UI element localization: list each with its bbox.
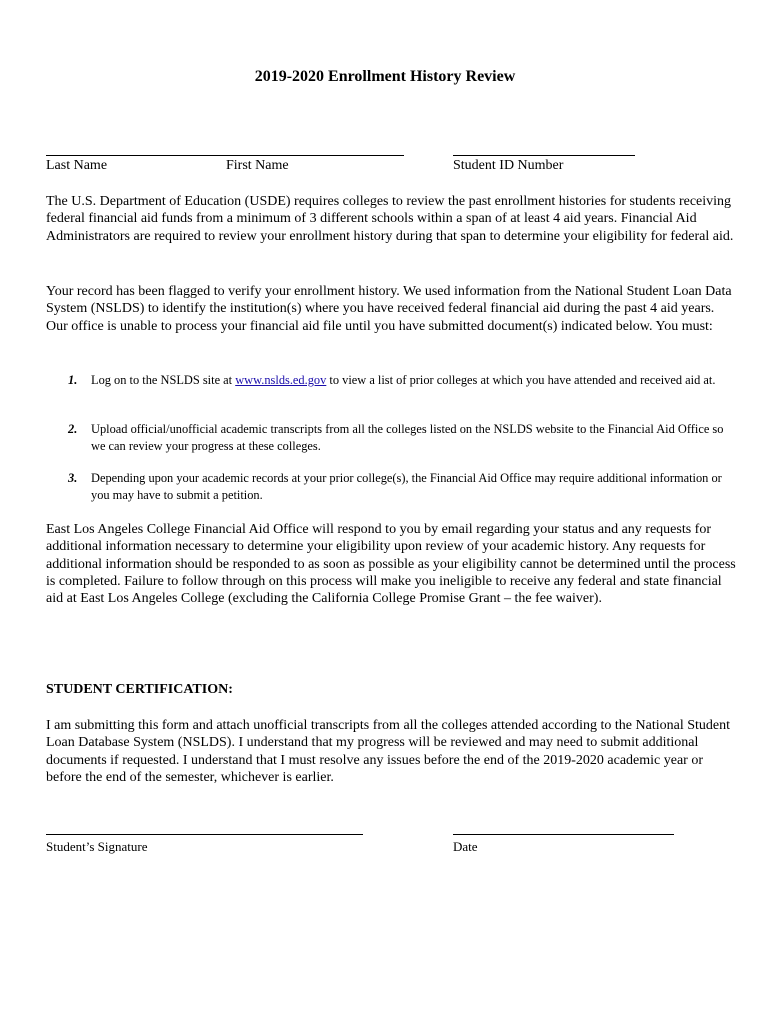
signature-field-line[interactable] (46, 834, 363, 835)
date-field-line[interactable] (453, 834, 674, 835)
response-paragraph: East Los Angeles College Financial Aid Office will respond to you by email regarding your status and any requests for additional information necessary to determine your eligibility upon review of your academic history. Any requests for additional information should be responded to as soon as possible as your eligibility cannot be determined until the process is completed. Failure to follow through on this process will make you ineligible to receive any federal and state financial aid at East Los Angeles College (excluding the California College Promise Grant – the fee waiver). (46, 522, 736, 607)
certification-text: I am submitting this form and attach unofficial transcripts from all the colleges attended according to the National Student Loan Database System (NSLDS). I understand that my progress will be reviewed and may need to submit additional documents if requested. I understand that I must resolve any issues before the end of the 2019-2020 academic year or before the end of the semester, whichever is earlier. (46, 718, 730, 785)
nslds-link[interactable]: www.nslds.ed.gov (235, 373, 327, 387)
date-label: Date (453, 839, 478, 854)
certification-heading: STUDENT CERTIFICATION: (46, 682, 233, 697)
page-title: 2019-2020 Enrollment History Review (254, 68, 516, 85)
step-number: 1. (68, 373, 78, 387)
step-text: Upload official/unofficial academic transcripts from all the colleges listed on the NSLDS website to the Financial Aid Office so we can review your progress at these colleges. (91, 422, 724, 453)
flagged-paragraph: Your record has been flagged to verify your enrollment history. We used information from the National Student Loan Data System (NSLDS) to identify the institution(s) where you have received federal financial aid during the past 4 aid years. Our office is unable to process your financial aid file until you have submitted document(s) indicated below. You must: (46, 284, 732, 334)
intro-paragraph: The U.S. Department of Education (USDE) requires colleges to review the past enrollment histories for students receiving federal financial aid funds from a minimum of 3 different schools within a span of at least 4 aid years. Financial Aid Administrators are required to review your enrollment history during that span to determine your eligibility for federal aid. (46, 194, 734, 244)
last-name-label: Last Name (46, 158, 108, 173)
step-number: 2. (68, 422, 78, 436)
step-text: Log on to the NSLDS site at www.nslds.ed.gov to view a list of prior colleges at which you have attended and received aid at. (91, 373, 716, 387)
step-text: Depending upon your academic records at your prior college(s), the Financial Aid Office may require additional information or you may have to submit a petition. (91, 471, 722, 502)
student-id-field-line[interactable] (453, 155, 635, 156)
name-field-line[interactable] (46, 155, 404, 156)
step-number: 3. (68, 471, 78, 485)
signature-label: Student’s Signature (46, 839, 148, 854)
student-id-label: Student ID Number (453, 158, 564, 173)
first-name-label: First Name (226, 158, 289, 173)
